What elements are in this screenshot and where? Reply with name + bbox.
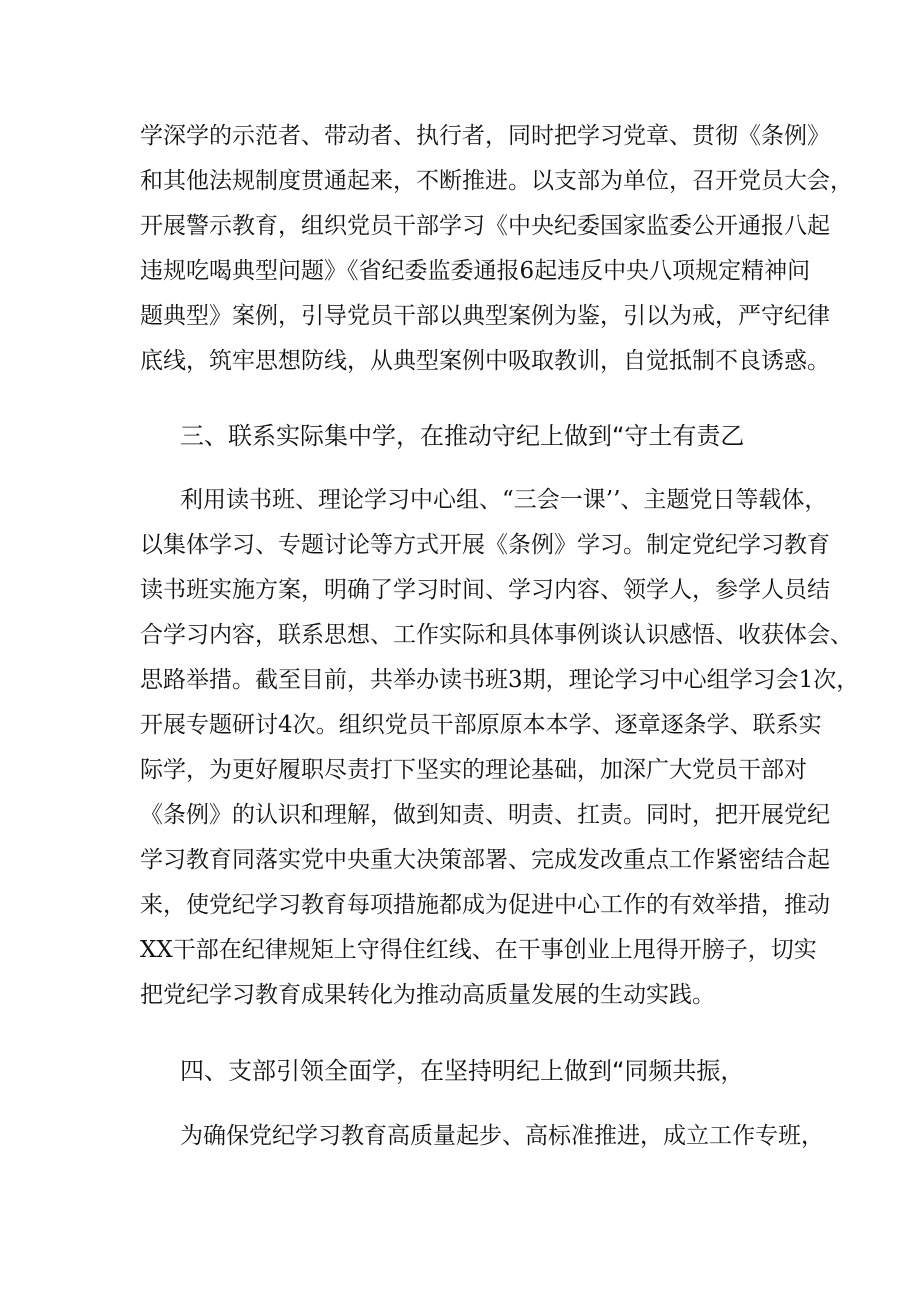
paragraph-2-line-11: XX干部在纪律规矩上守得住红线、在干事创业上甩得开膀子，切实: [140, 937, 817, 963]
paragraph-1-line-3: 开展警示教育，组织党员干部学习《中央纪委国家监委公开通报八起: [140, 213, 830, 239]
paragraph-2-line-2: 以集体学习、专题讨论等方式开展《条例》学习。制定党纪学习教育: [140, 532, 830, 558]
section-heading-4: 四、支部引领全面学，在坚持明纪上做到“同频共振，: [180, 1057, 745, 1085]
paragraph-3-line-1: 为确保党纪学习教育高质量起步、高标准推进，成立工作专班，: [180, 1123, 824, 1149]
paragraph-2-line-6: 开展专题研讨4次。组织党员干部原原本本学、逐章逐条学、联系实: [140, 712, 822, 738]
paragraph-2-line-5: 思路举措。截至目前，共举办读书班3期，理论学习中心组学习会1次，: [140, 667, 860, 693]
section-heading-3: 三、联系实际集中学，在推动守纪上做到“守土有责乙: [180, 422, 745, 450]
paragraph-1-line-1: 学深学的示范者、带动者、执行者，同时把学习党章、贯彻《条例》: [140, 123, 830, 149]
paragraph-2-line-7: 际学，为更好履职尽责打下坚实的理论基础，加深广大党员干部对: [140, 757, 807, 783]
paragraph-1-line-4: 违规吃喝典型问题》《省纪委监委通报6起违反中央八项规定精神问: [140, 258, 811, 284]
paragraph-1-line-2: 和其他法规制度贯通起来，不断推进。以支部为单位，召开党员大会，: [140, 168, 853, 194]
paragraph-2-line-9: 学习教育同落实党中央重大决策部署、完成发改重点工作紧密结合起: [140, 847, 830, 873]
paragraph-2-line-4: 合学习内容，联系思想、工作实际和具体事例谈认识感悟、收获体会、: [140, 622, 853, 648]
paragraph-2-line-12: 把党纪学习教育成果转化为推动高质量发展的生动实践。: [140, 982, 715, 1008]
paragraph-2-line-8: 《条例》的认识和理解，做到知责、明责、扛责。同时，把开展党纪: [140, 802, 830, 828]
paragraph-1-line-5: 题典型》案例，引导党员干部以典型案例为鉴，引以为戒，严守纪律: [140, 303, 830, 329]
paragraph-1-line-6: 底线，筑牢思想防线，从典型案例中吸取教训，自觉抵制不良诱惑。: [140, 348, 830, 374]
paragraph-2-line-1: 利用读书班、理论学习中心组、“三会一课’’、主题党日等载体，: [180, 487, 828, 513]
paragraph-2-line-3: 读书班实施方案，明确了学习时间、学习内容、领学人，参学人员结: [140, 577, 830, 603]
paragraph-2-line-10: 来，使党纪学习教育每项措施都成为促进中心工作的有效举措，推动: [140, 892, 830, 918]
